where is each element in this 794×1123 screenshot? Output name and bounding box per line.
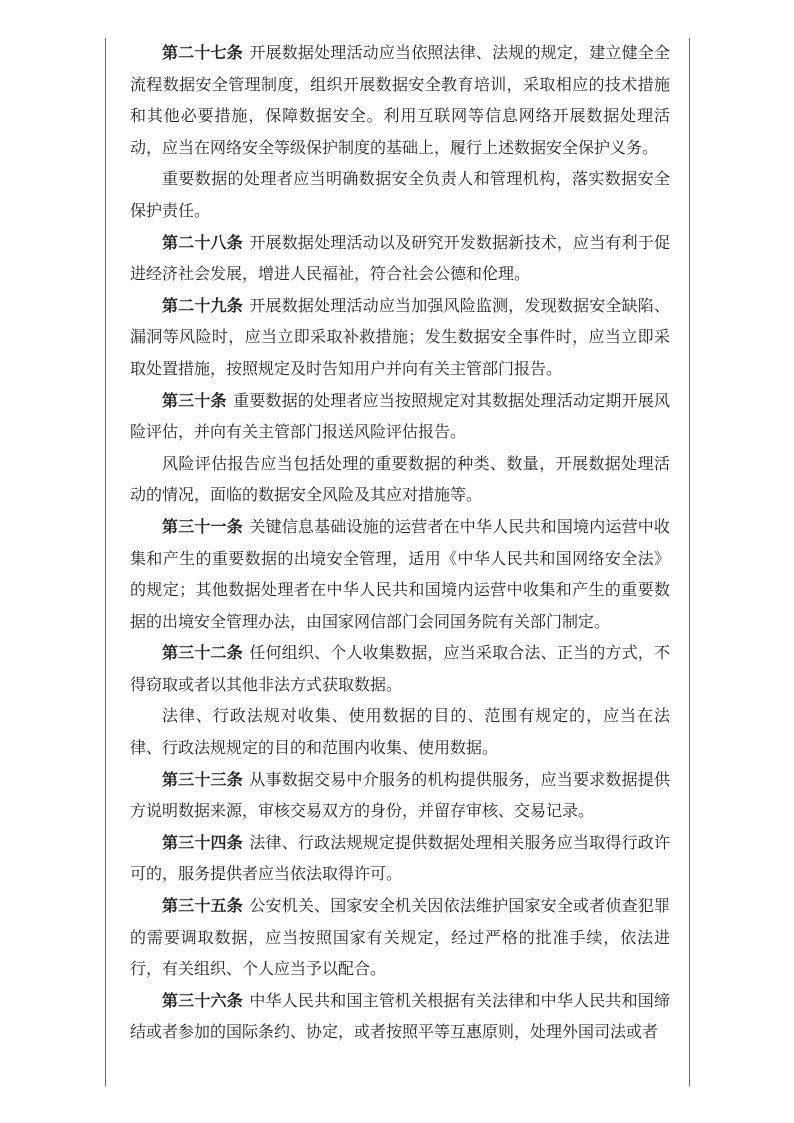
article-text: 法律、行政法规对收集、使用数据的目的、范围有规定的，应当在法律、行政法规规定的目的和范围内收集、使用数据。 [130,706,670,758]
article-number: 第三十五条 [162,896,243,916]
article-text: 从事数据交易中介服务的机构提供服务，应当要求数据提供方说明数据来源，审核交易双方的身份，并留存审核、交易记录。 [130,769,670,821]
paragraph-article-36 [130,985,670,1048]
paragraph-article-27-2 [130,163,670,226]
article-text: 法律、行政法规规定提供数据处理相关服务应当取得行政许可的，服务提供者应当依法取得许可。 [130,832,670,884]
article-text: 关键信息基础设施的运营者在中华人民共和国境内运营中收集和产生的重要数据的出境安全管理，适用《中华人民共和国网络安全法》的规定；其他数据处理者在中华人民共和国境内运营中收集和产生的重要数据的出境安全管理办法，由国家网信部门会同国务院有关部门制定。 [130,516,670,631]
paragraph-article-28 [130,227,670,290]
article-number: 第三十条 [162,390,227,410]
article-number: 第三十四条 [162,832,243,852]
article-text: 公安机关、国家安全机关因依法维护国家安全或者侦查犯罪的需要调取数据，应当按照国家有关规定，经过严格的批准手续，依法进行，有关组织、个人应当予以配合。 [130,896,670,979]
article-number: 第二十七条 [162,43,243,62]
paragraph-article-30-2 [130,448,670,511]
article-number: 第三十三条 [162,769,243,789]
document-body [130,37,670,1048]
paragraph-article-32 [130,637,670,700]
article-text: 重要数据的处理者应当按照规定对其数据处理活动定期开展风险评估，并向有关主管部门报送风险评估报告。 [130,390,670,442]
article-text: 风险评估报告应当包括处理的重要数据的种类、数量，开展数据处理活动的情况，面临的数据安全风险及其应对措施等。 [130,453,670,505]
article-text: 中华人民共和国主管机关根据有关法律和中华人民共和国缔结或者参加的国际条约、协定，或者按照平等互惠原则，处理外国司法或者 [130,990,670,1042]
paragraph-article-27 [130,37,670,163]
left-margin-line [105,38,106,1086]
article-number: 第三十六条 [162,990,243,1010]
article-text: 开展数据处理活动以及研究开发数据新技术，应当有利于促进经济社会发展，增进人民福祉，符合社会公德和伦理。 [130,232,670,284]
article-text: 任何组织、个人收集数据，应当采取合法、正当的方式，不得窃取或者以其他非法方式获取数据。 [130,643,670,694]
paragraph-article-34 [130,827,670,890]
right-margin-line [689,38,690,1086]
article-number: 第二十九条 [162,295,243,315]
paragraph-article-35 [130,890,670,985]
paragraph-article-33 [130,764,670,827]
paragraph-article-30 [130,385,670,448]
article-text: 重要数据的处理者应当明确数据安全负责人和管理机构，落实数据安全保护责任。 [130,169,670,220]
article-text: 开展数据处理活动应当依照法律、法规的规定，建立健全全流程数据安全管理制度，组织开展数据安全教育培训，采取相应的技术措施和其他必要措施，保障数据安全。利用互联网等信息网络开展数据处理活动，应当在网络安全等级保护制度的基础上，履行上述数据安全保护义务。 [130,43,670,157]
paragraph-article-31 [130,511,670,637]
paragraph-article-29 [130,290,670,385]
article-text: 开展数据处理活动应当加强风险监测，发现数据安全缺陷、漏洞等风险时，应当立即采取补救措施；发生数据安全事件时，应当立即采取处置措施，按照规定及时告知用户并向有关主管部门报告。 [130,295,670,378]
article-number: 第二十八条 [162,232,243,252]
article-number: 第三十二条 [162,643,243,663]
article-number: 第三十一条 [162,516,243,536]
paragraph-article-32-2 [130,700,670,763]
